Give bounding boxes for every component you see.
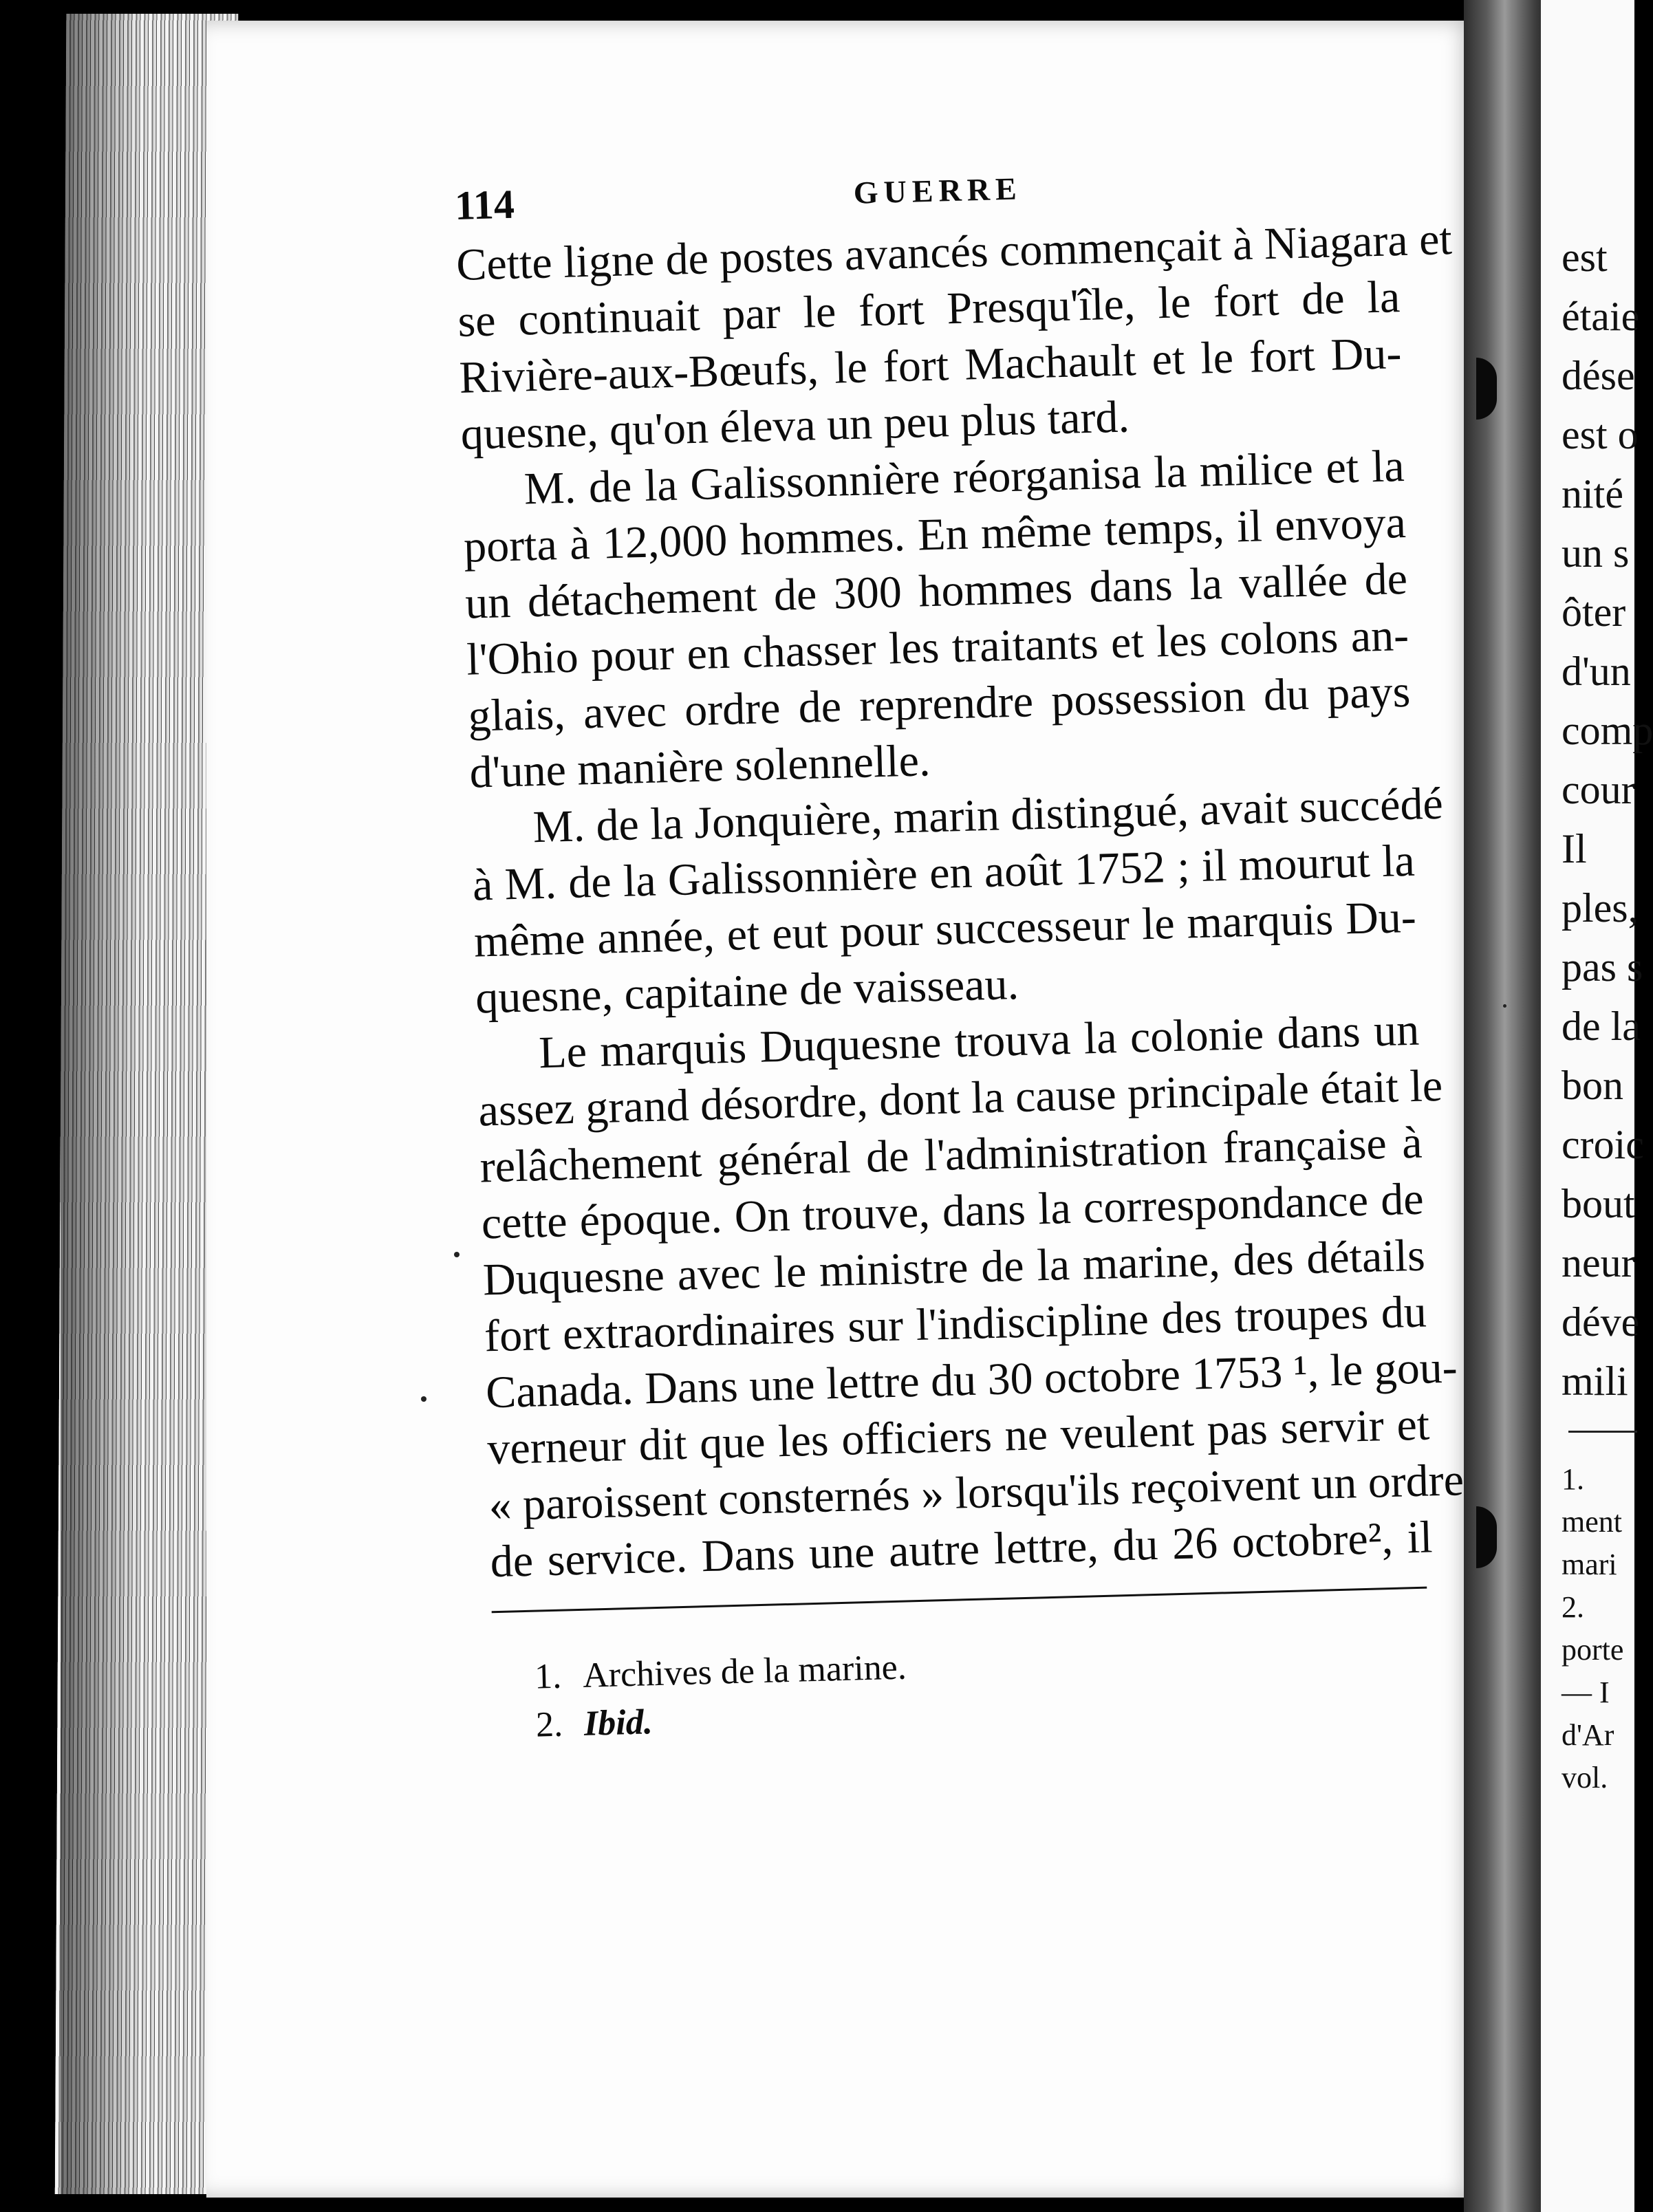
text-line: d'une manière solennelle.	[468, 735, 931, 798]
facing-text-fragment: neur	[1562, 1240, 1635, 1286]
facing-note-fragment: 2.	[1562, 1590, 1584, 1624]
facing-text-fragment: étaie	[1562, 294, 1640, 339]
text-line: fort extraordinaires sur l'indiscipline des troupes du	[484, 1286, 1427, 1362]
footnote-text: Archives de la marine.	[582, 1647, 907, 1695]
facing-text-fragment: comp	[1562, 708, 1653, 753]
facing-text-fragment: de la	[1562, 1004, 1641, 1049]
facing-note-fragment: porte	[1562, 1633, 1624, 1667]
facing-text-fragment: bout	[1562, 1181, 1635, 1226]
page-text-block	[454, 149, 1513, 1750]
footnote-number: 2.	[535, 1704, 563, 1745]
paper-speck	[421, 1396, 426, 1402]
footnote-rule	[492, 1587, 1427, 1614]
facing-text-fragment: croic	[1562, 1122, 1644, 1167]
text-line: un détachement de 300 hommes dans la vallée de	[464, 553, 1408, 629]
facing-note-fragment: 1.	[1562, 1462, 1584, 1496]
text-line: Le marquis Duquesne trouva la colonie dans un	[538, 1004, 1420, 1078]
facing-page	[1541, 0, 1653, 2212]
facing-text-fragment: cour	[1562, 767, 1635, 812]
paper-speck	[454, 1252, 460, 1257]
facing-text-fragment: est o	[1562, 412, 1639, 457]
text-line: se continuait par le fort Presqu'île, le fort de la	[457, 272, 1401, 347]
facing-text-fragment: ôter	[1562, 589, 1626, 635]
footnote-text: Ibid.	[583, 1702, 653, 1744]
text-line: M. de la Galissonnière réorganisa la milice et la	[523, 440, 1405, 514]
text-line: quesne, capitaine de vaisseau.	[475, 958, 1019, 1023]
facing-note-fragment: d'Ar	[1562, 1718, 1614, 1752]
facing-text-fragment: est	[1562, 235, 1608, 280]
facing-text-fragment: nité	[1562, 471, 1623, 517]
body-text	[455, 213, 1465, 1590]
facing-footnote-rule	[1568, 1431, 1637, 1433]
text-line: même année, et eut pour successeur le marquis Du-	[473, 891, 1417, 967]
page-edges-shadow	[61, 14, 143, 2194]
text-line: M. de la Jonquière, marin distingué, avait succédé	[532, 778, 1444, 853]
text-line: l'Ohio pour en chasser les traitants et les colons an-	[466, 609, 1409, 685]
text-line: porta à 12,000 hommes. En même temps, il envoya	[463, 497, 1407, 572]
facing-text-fragment: Il	[1562, 826, 1587, 871]
facing-text-fragment: un s	[1562, 530, 1630, 576]
text-line: à M. de la Galissonnière en août 1752 ; il mourut la	[472, 835, 1416, 911]
text-line: quesne, qu'on éleva un peu plus tard.	[460, 391, 1130, 459]
text-line: glais, avec ordre de reprendre possession du pays	[467, 666, 1412, 741]
facing-note-fragment: mari	[1562, 1548, 1617, 1581]
facing-text-fragment: déve	[1562, 1299, 1640, 1345]
text-line: de service. Dans une autre lettre, du 26 octobre², il	[489, 1512, 1434, 1587]
facing-note-fragment: vol.	[1562, 1761, 1608, 1794]
facing-text-fragment: bon	[1562, 1063, 1623, 1108]
text-line: Canada. Dans une lettre du 30 octobre 1753 ¹, le gou-	[485, 1342, 1458, 1418]
text-line: Rivière-aux-Bœufs, le fort Machault et le fort Du-	[458, 328, 1403, 403]
facing-text-fragment: pas s	[1562, 944, 1643, 990]
page-number: 114	[454, 181, 515, 228]
paper-speck	[1503, 1004, 1506, 1008]
facing-text-fragment: mili	[1562, 1358, 1628, 1404]
facing-note-fragment: — I	[1562, 1676, 1610, 1709]
text-line: verneur dit que les officiers ne veulent pas servir et	[486, 1399, 1430, 1475]
text-line: « paroissent consternés » lorsqu'ils reçoivent un ordre	[488, 1455, 1465, 1531]
facing-text-fragment: dése	[1562, 353, 1635, 398]
text-line: assez grand désordre, dont la cause principale était le	[477, 1060, 1443, 1136]
text-line: relâchement général de l'administration française à	[479, 1117, 1423, 1193]
facing-text-fragment: d'un	[1562, 649, 1631, 694]
facing-note-fragment: ment	[1562, 1505, 1622, 1539]
text-line: Cette ligne de postes avancés commençait à Niagara et	[455, 214, 1453, 290]
running-head: GUERRE	[853, 171, 1023, 210]
facing-text-fragment: ples,	[1562, 885, 1639, 931]
text-line: cette époque. On trouve, dans la correspondance de	[480, 1173, 1425, 1249]
footnote-number: 1.	[534, 1656, 562, 1697]
text-line: Duquesne avec le ministre de la marine, des détails	[482, 1230, 1426, 1305]
